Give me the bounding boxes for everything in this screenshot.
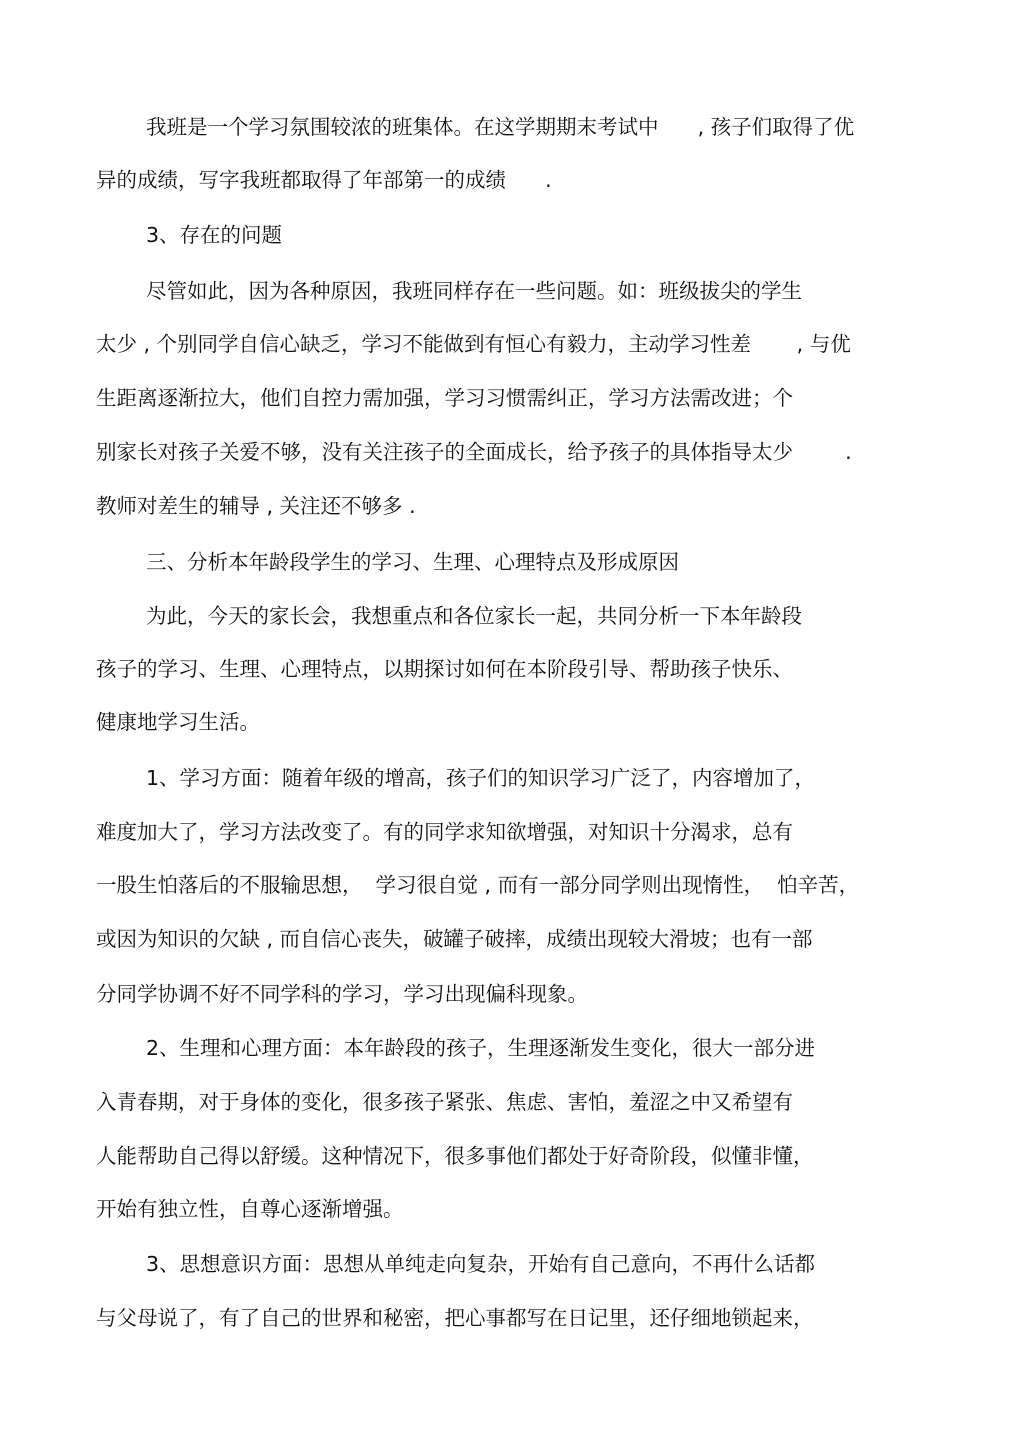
paragraph-line: 生距离逐渐拉大，他们自控力需加强，学习习惯需纠正，学习方法需改进；个: [96, 386, 793, 410]
paragraph-line: 开始有独立性，自尊心逐渐增强。: [96, 1197, 404, 1221]
paragraph-line: 别家长对孩子关爱不够，没有关注孩子的全面成长，给予孩子的具体指导太少 .: [96, 440, 852, 464]
section-heading: 3、存在的问题: [146, 223, 283, 247]
paragraph-line: 分同学协调不好不同学科的学习，学习出现偏科现象。: [96, 982, 588, 1006]
paragraph-line: 异的成绩，写字我班都取得了年部第一的成绩 .: [96, 168, 552, 192]
paragraph-line: 与父母说了，有了自己的世界和秘密，把心事都写在日记里，还仔细地锁起来，: [96, 1306, 814, 1330]
paragraph-line: 1、学习方面：随着年级的增高，孩子们的知识学习广泛了，内容增加了，: [146, 766, 816, 790]
paragraph-line: 一股生怕落后的不服输思想， 学习很自觉 , 而有一部分同学则出现惰性， 怕辛苦，: [96, 873, 860, 897]
paragraph-line: 人能帮助自己得以舒缓。这种情况下，很多事他们都处于好奇阶段，似懂非懂，: [96, 1144, 814, 1168]
paragraph-line: 我班是一个学习氛围较浓的班集体。在这学期期末考试中 , 孩子们取得了优: [146, 115, 855, 139]
paragraph-line: 尽管如此，因为各种原因，我班同样存在一些问题。如：班级拔尖的学生: [146, 279, 802, 303]
paragraph-line: 为此，今天的家长会，我想重点和各位家长一起，共同分析一下本年龄段: [146, 604, 802, 628]
paragraph-line: 或因为知识的欠缺 , 而自信心丧失，破罐子破摔，成绩出现较大滑坡；也有一部: [96, 927, 813, 951]
paragraph-line: 入青春期，对于身体的变化，很多孩子紧张、焦虑、害怕，羞涩之中又希望有: [96, 1090, 793, 1114]
section-heading: 三、分析本年龄段学生的学习、生理、心理特点及形成原因: [146, 550, 679, 574]
paragraph-line: 2、生理和心理方面：本年龄段的孩子，生理逐渐发生变化，很大一部分进: [146, 1036, 816, 1060]
paragraph-line: 孩子的学习、生理、心理特点，以期探讨如何在本阶段引导、帮助孩子快乐、: [96, 657, 793, 681]
paragraph-line: 健康地学习生活。: [96, 710, 260, 734]
paragraph-line: 教师对差生的辅导 , 关注还不够多 .: [96, 494, 416, 518]
paragraph-line: 难度加大了，学习方法改变了。有的同学求知欲增强，对知识十分渴求，总有: [96, 820, 793, 844]
paragraph-line: 3、思想意识方面：思想从单纯走向复杂，开始有自己意向，不再什么话都: [146, 1252, 816, 1276]
paragraph-line: 太少 , 个别同学自信心缺乏，学习不能做到有恒心有毅力，主动学习性差 , 与优: [96, 332, 851, 356]
